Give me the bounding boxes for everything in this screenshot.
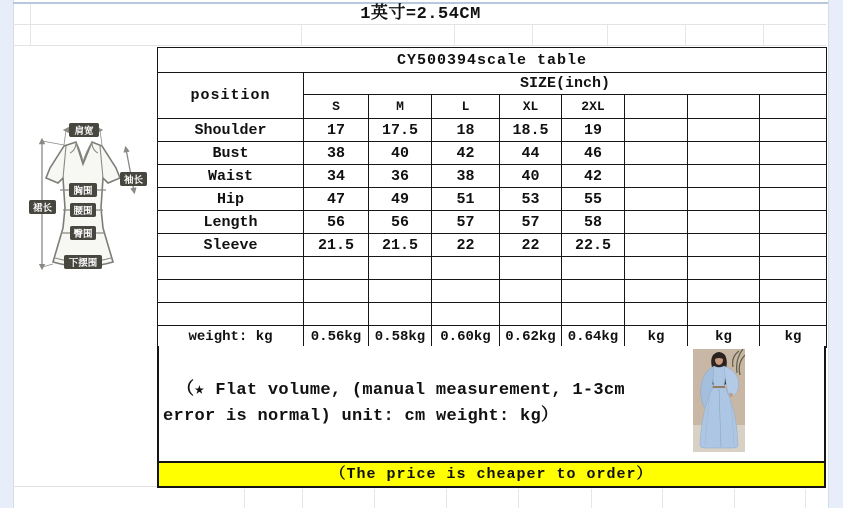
- note-line-2: error is normal) unit: cm weight: kg）: [163, 407, 559, 426]
- sheet-right-margin: [828, 0, 843, 508]
- cell: [625, 234, 688, 257]
- dress-outline: [42, 130, 134, 267]
- measurement-note: [163, 378, 688, 430]
- empty-row: [158, 280, 827, 303]
- cell: 17.5: [369, 119, 432, 142]
- table-row-bust: [158, 142, 827, 165]
- row-label: Shoulder: [158, 119, 304, 142]
- cell: 57: [500, 211, 562, 234]
- cell: [760, 188, 827, 211]
- cell: kg: [760, 326, 827, 348]
- row-label: weight: kg: [158, 326, 304, 348]
- cell: [760, 234, 827, 257]
- cell: 56: [369, 211, 432, 234]
- cell: [688, 165, 760, 188]
- grid-line: [244, 489, 245, 508]
- sheet-left-margin: [0, 0, 14, 508]
- row-label: Length: [158, 211, 304, 234]
- cell: 38: [304, 142, 369, 165]
- cell: 40: [500, 165, 562, 188]
- cell: [688, 188, 760, 211]
- cell: 58: [562, 211, 625, 234]
- cell: [760, 211, 827, 234]
- cell: [625, 142, 688, 165]
- cell: 0.64kg: [562, 326, 625, 348]
- grid-line: [302, 489, 303, 508]
- cell: 53: [500, 188, 562, 211]
- cell: [688, 142, 760, 165]
- cell: 47: [304, 188, 369, 211]
- cell: kg: [625, 326, 688, 348]
- cell: 34: [304, 165, 369, 188]
- empty-row: [158, 257, 827, 280]
- cell: [625, 165, 688, 188]
- cell: 46: [562, 142, 625, 165]
- cell: 22: [500, 234, 562, 257]
- cell: 36: [369, 165, 432, 188]
- cell: 40: [369, 142, 432, 165]
- row-label: Waist: [158, 165, 304, 188]
- cell: 0.60kg: [432, 326, 500, 348]
- cell: [688, 234, 760, 257]
- cell: 0.58kg: [369, 326, 432, 348]
- cell: 42: [562, 165, 625, 188]
- cell: 38: [432, 165, 500, 188]
- grid-line: [301, 25, 302, 45]
- cell: 56: [304, 211, 369, 234]
- measurement-note-box: [157, 346, 826, 463]
- cell: 17: [304, 119, 369, 142]
- table-row-weight: [158, 326, 827, 348]
- table-row-shoulder: [158, 119, 827, 142]
- bust-label: 胸围: [73, 186, 93, 197]
- table-title: CY500394scale table: [158, 48, 827, 73]
- cell: 0.56kg: [304, 326, 369, 348]
- grid-line: [518, 489, 519, 508]
- promo-banner: （The price is cheaper to order）: [157, 461, 826, 488]
- dress-measurement-diagram: [26, 116, 154, 278]
- note-line-1: （★ Flat volume, (manual measurement, 1-3cm: [177, 381, 625, 400]
- size-col-empty: [625, 95, 688, 119]
- cell: 44: [500, 142, 562, 165]
- cell: 22.5: [562, 234, 625, 257]
- size-col-2xl: 2XL: [562, 95, 625, 119]
- waist-label: 腰围: [73, 206, 93, 217]
- grid-line: [454, 25, 455, 45]
- grid-line: [446, 489, 447, 508]
- position-header: position: [158, 73, 304, 119]
- grid-line: [13, 45, 826, 46]
- hip-label: 臀围: [73, 229, 93, 240]
- hem-label: 下摆围: [68, 258, 98, 269]
- grid-line: [13, 486, 157, 487]
- grid-line: [607, 25, 608, 45]
- cell: kg: [688, 326, 760, 348]
- shoulder-width-label: 肩宽: [74, 126, 94, 137]
- row-label: Bust: [158, 142, 304, 165]
- table-row-length: [158, 211, 827, 234]
- size-table: [157, 47, 827, 348]
- cell: [625, 211, 688, 234]
- cell: 49: [369, 188, 432, 211]
- grid-line: [532, 25, 533, 45]
- grid-line: [685, 25, 686, 45]
- grid-line: [734, 489, 735, 508]
- empty-row: [158, 303, 827, 326]
- table-row-sleeve: [158, 234, 827, 257]
- size-col-empty: [688, 95, 760, 119]
- grid-line: [805, 489, 806, 508]
- size-col-m: M: [369, 95, 432, 119]
- grid-line: [662, 489, 663, 508]
- product-photo: [693, 349, 745, 452]
- row-label: Sleeve: [158, 234, 304, 257]
- cell: 57: [432, 211, 500, 234]
- cell: [760, 142, 827, 165]
- skirt-length-label: 裙长: [32, 203, 53, 214]
- cell: 55: [562, 188, 625, 211]
- grid-line: [763, 25, 764, 45]
- grid-line: [591, 489, 592, 508]
- size-col-xl: XL: [500, 95, 562, 119]
- size-col-empty: [760, 95, 827, 119]
- cell: [688, 119, 760, 142]
- cell: 18: [432, 119, 500, 142]
- cell: [625, 119, 688, 142]
- size-col-s: S: [304, 95, 369, 119]
- size-unit-header: SIZE(inch): [304, 73, 827, 95]
- inch-conversion-note: 1英寸=2.54CM: [360, 5, 481, 24]
- size-col-l: L: [432, 95, 500, 119]
- cell: 22: [432, 234, 500, 257]
- sleeve-length-label: 袖长: [123, 175, 144, 186]
- cell: [688, 211, 760, 234]
- cell: [760, 119, 827, 142]
- cell: 21.5: [304, 234, 369, 257]
- grid-line: [374, 489, 375, 508]
- cell: [760, 165, 827, 188]
- table-row-waist: [158, 165, 827, 188]
- cell: 51: [432, 188, 500, 211]
- cell: 18.5: [500, 119, 562, 142]
- cell: 0.62kg: [500, 326, 562, 348]
- cell: 19: [562, 119, 625, 142]
- cell: [625, 188, 688, 211]
- row-label: Hip: [158, 188, 304, 211]
- cell: 42: [432, 142, 500, 165]
- cell: 21.5: [369, 234, 432, 257]
- table-row-hip: [158, 188, 827, 211]
